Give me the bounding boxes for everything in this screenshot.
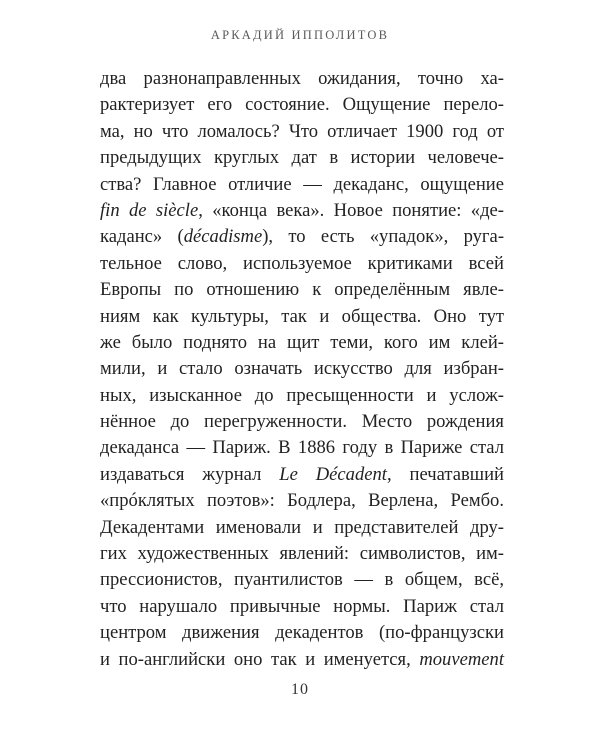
text-segment: предыдущих круглых дат в истории человече-	[100, 147, 504, 169]
text-line	[100, 488, 504, 514]
text-line	[100, 515, 504, 541]
text-line	[100, 567, 504, 593]
italic-text: décadisme	[183, 226, 263, 248]
italic-text: fin de siècle	[100, 199, 199, 221]
text-line	[100, 435, 504, 461]
text-segment: Европы по отношению к определённым явле-	[100, 279, 504, 301]
italic-text: Le Décadent	[279, 463, 387, 485]
text-line	[100, 172, 504, 198]
text-segment: рактеризует его состояние. Ощущение перело-	[100, 94, 504, 116]
text-segment: же было поднято на щит теми, кого им клей-	[100, 331, 504, 353]
text-segment: каданс» (	[100, 226, 184, 248]
text-segment: два разнонаправленных ожидания, точно ха-	[100, 68, 504, 89]
text-line	[100, 304, 504, 330]
text-segment: Декадентами именовали и представителей дру-	[100, 516, 504, 538]
text-line	[100, 251, 504, 277]
text-segment: гих художественных явлений: символистов, им-	[100, 543, 504, 565]
text-segment: тельное слово, используемое критиками всей	[100, 252, 504, 274]
text-line	[100, 620, 504, 646]
text-segment: и по-английски оно так и именуется,	[100, 648, 420, 670]
text-segment: нённое до перегруженности. Место рождения	[100, 411, 504, 433]
text-segment: что нарушало привычные нормы. Париж стал	[100, 595, 504, 617]
text-segment: издаваться журнал	[100, 463, 280, 485]
text-line	[100, 224, 504, 250]
text-segment: «прóклятых поэтов»: Бодлера, Верлена, Рембо.	[100, 490, 504, 512]
text-segment: , «конца века». Новое понятие: «де-	[198, 199, 504, 221]
text-segment: ма, но что ломалось? Что отличает 1900 год от	[100, 120, 504, 142]
text-segment: ниям как культуры, так и общества. Оно тут	[100, 305, 504, 327]
text-line	[100, 383, 504, 409]
text-segment: мили, и стало означать искусство для избран-	[100, 358, 504, 380]
text-line	[100, 594, 504, 620]
text-line	[100, 462, 504, 488]
text-line	[100, 647, 504, 673]
text-segment: прессионистов, пуантилистов — в общем, всё,	[100, 569, 504, 591]
text-line	[100, 541, 504, 567]
text-segment: ), то есть «упадок», руга-	[262, 226, 505, 248]
body-text	[100, 66, 504, 673]
text-line	[100, 330, 504, 356]
text-line	[100, 92, 504, 118]
text-line	[100, 66, 504, 92]
text-line	[100, 198, 504, 224]
running-head: АРКАДИЙ ИППОЛИТОВ	[210, 28, 390, 42]
text-segment: , печатавший	[386, 463, 504, 485]
text-segment: ства? Главное отличие — декаданс, ощущение	[100, 173, 504, 195]
page-number: 10	[291, 681, 309, 698]
text-line	[100, 356, 504, 382]
text-segment: декаданса — Париж. В 1886 году в Париже стал	[100, 437, 504, 459]
text-line	[100, 409, 504, 435]
text-segment: центром движения декадентов (по-французски	[100, 622, 504, 644]
text-line	[100, 277, 504, 303]
text-line	[100, 119, 504, 145]
italic-text: mouvement	[419, 648, 504, 670]
text-line	[100, 145, 504, 171]
text-segment: ных, изысканное до пресыщенности и услож-	[100, 384, 504, 406]
